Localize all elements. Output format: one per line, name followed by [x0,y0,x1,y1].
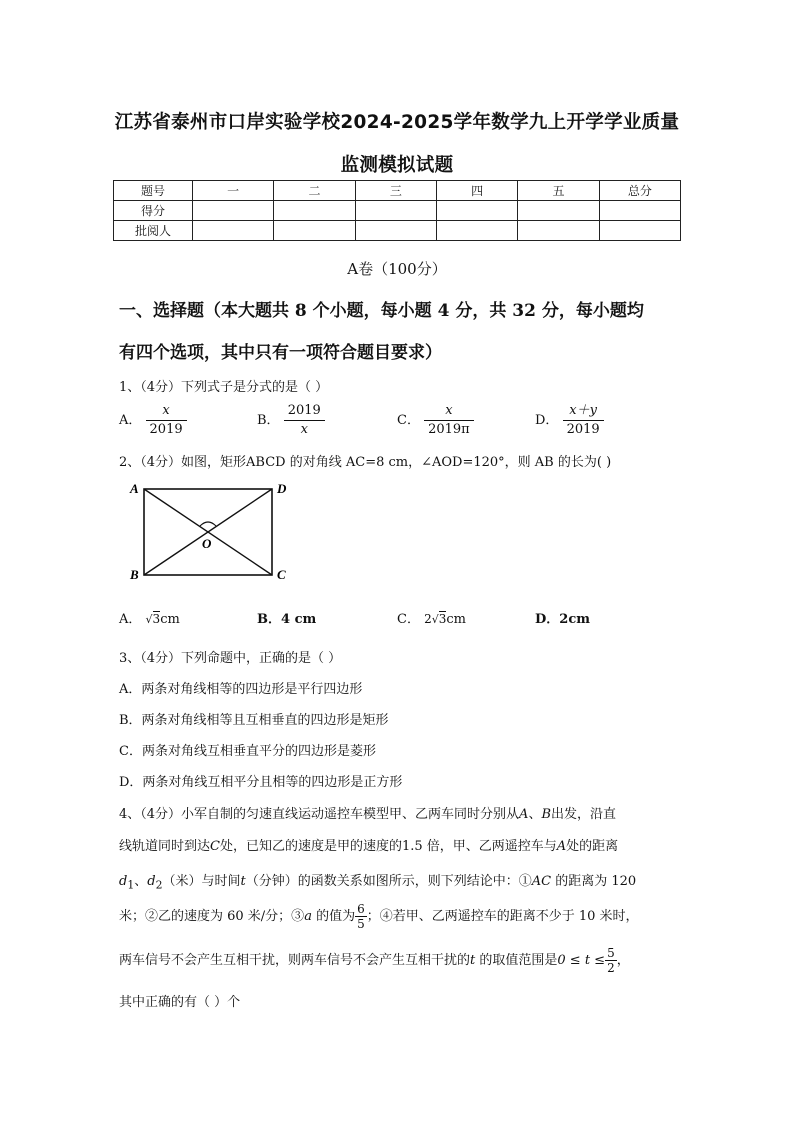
option-label: D． [535,612,560,627]
text-run: 米；②乙的速度为 60 米/分；③ [119,909,305,924]
q1-option-c [397,402,474,439]
fraction [563,402,604,439]
fraction [284,402,325,439]
score-cell [274,221,355,241]
q2-option-b [257,608,316,627]
fraction-denominator: 2019 [149,422,183,437]
math-var: B [541,807,552,822]
math-var: AC [531,874,552,889]
math-var: d [147,874,156,889]
math-var: d [119,874,128,889]
score-table-row [114,221,681,241]
text-run: 、 [528,807,542,822]
q1-option-b [257,402,325,439]
text-run: 、 [134,874,148,889]
option-text: 2cm [559,612,590,627]
question-4-line4 [119,902,699,931]
section1-heading-line1: 一、选择题（本大题共 8 个小题，每小题 4 分，共 32 分，每小题均 [119,301,644,321]
question-4-line6: 其中正确的有（ ）个 [119,995,241,1010]
q3-option-b: B．两条对角线相等且互相垂直的四边形是矩形 [119,713,389,728]
vertex-label-a: A [130,481,139,496]
math-var: t [470,953,476,968]
q1-option-d [535,402,604,439]
text-run: 出发，沿直 [551,807,617,822]
score-header-cell: 五 [518,181,599,201]
question-3-stem: 3、（4分）下列命题中，正确的是（ ） [119,651,342,666]
fraction-numerator: x [146,402,187,421]
fraction-numerator: 6 [357,902,365,916]
fraction-numerator: x [424,402,474,421]
score-row-label: 批阅人 [114,221,193,241]
score-table-header-row [114,181,681,201]
score-cell [518,221,599,241]
option-label: B． [257,612,281,627]
text-run: ， [616,953,630,968]
text-run: 两车信号不会产生互相干扰，则两车信号不会产生互相干扰的 [119,953,471,968]
fraction-numerator: 5 [607,946,615,960]
fraction-denominator: 2019 [566,422,600,437]
q3-option-d: D．两条对角线互相平分且相等的四边形是正方形 [119,775,403,790]
text-run: 处，已知乙的速度是甲的速度的1.5 倍，甲、乙两遥控车与 [219,839,557,854]
vertex-label-d: D [277,481,287,496]
q1-option-a [119,402,187,439]
radicand: 3 [152,612,161,626]
text-run: 4、（4分）小军自制的匀速直线运动遥控车模型甲、乙两车同时分别从 [119,807,520,822]
radicand: 3 [438,612,447,626]
section1-heading-line2: 有四个选项，其中只有一项符合题目要求） [119,343,442,363]
score-header-cell: 四 [436,181,517,201]
math-var: A [519,807,529,822]
option-label: A． [119,612,142,627]
score-header-cell: 一 [193,181,274,201]
question-1-stem: 1、（4分）下列式子是分式的是（ ） [119,380,329,395]
score-table [113,180,681,241]
text-run: ；④若甲、乙两遥控车的距离不少于 10 米时， [366,909,639,924]
fraction [424,402,474,439]
exam-title-line1: 江苏省泰州市口岸实验学校2024-2025学年数学九上开学学业质量 [114,112,680,133]
exam-title-line2: 监测模拟试题 [340,155,454,176]
fraction [355,902,367,931]
fraction-numerator: x＋y [563,402,604,421]
rectangle-diagram [124,478,294,586]
text-run: 线轨道同时到达 [119,839,211,854]
center-label-o: O [202,536,212,551]
score-cell [355,221,436,241]
q3-option-c: C．两条对角线互相垂直平分的四边形是菱形 [119,744,376,759]
text-run: 的距离为 120 [551,874,637,889]
fraction [146,402,187,439]
option-label: D． [535,413,559,428]
text-run: 处的距离 [566,839,619,854]
q3-option-a: A．两条对角线相等的四边形是平行四边形 [119,682,363,697]
text-run: 的值为 [311,909,356,924]
fraction-numerator: 2019 [284,402,325,421]
fraction-denominator: 5 [357,917,365,931]
score-cell [599,221,680,241]
score-row-label: 得分 [114,201,193,221]
option-label: B． [257,413,280,428]
angle-aod-arc [200,522,216,526]
math-subscript: 2 [155,878,163,892]
score-cell [436,221,517,241]
option-label: C． [397,413,420,428]
section-a-heading: A卷（100分） [347,260,447,278]
option-text: 4 cm [281,612,317,627]
q2-option-a: A． √3cm [119,612,180,627]
fraction-denominator: x [300,422,308,437]
vertex-label-b: B [130,567,139,582]
math-var: C [210,839,220,854]
text-run: （分钟）的函数关系如图所示，则下列结论中：① [245,874,532,889]
math-subscript: 1 [127,878,135,892]
coefficient: 2 [424,612,432,626]
score-cell [193,201,274,221]
math-var: t [240,874,246,889]
unit: cm [446,612,466,627]
score-header-cell: 三 [355,181,436,201]
question-4-line3 [119,870,699,892]
score-cell [436,201,517,221]
option-label: C． [397,612,420,627]
score-header-cell: 题号 [114,181,193,201]
question-2-stem: 2、（4分）如图，矩形ABCD 的对角线 AC=8 cm，∠AOD=120°，则 AB 的长为( ) [119,455,612,470]
score-cell [193,221,274,241]
math-var: A [556,839,567,854]
vertex-label-c: C [277,567,286,582]
text-run: 的取值范围是 [475,953,558,968]
score-table-row [114,201,681,221]
q2-option-c: C． 2√3cm [397,612,466,627]
option-label: A． [119,413,142,428]
fraction [605,946,617,975]
unit: cm [160,612,180,627]
fraction-denominator: 2019π [428,422,470,437]
question-4-line2 [119,835,699,854]
math-inequality: 0 ≤ t ≤ [557,953,606,968]
score-cell [274,201,355,221]
score-cell [355,201,436,221]
q2-option-d [535,608,590,627]
score-header-cell: 二 [274,181,355,201]
question-4-line5 [119,946,699,975]
math-var: a [304,909,312,924]
fraction-denominator: 2 [607,961,615,975]
question-4-line1 [119,803,699,822]
text-run: （米）与时间 [162,874,241,889]
score-header-cell: 总分 [599,181,680,201]
score-cell [599,201,680,221]
score-cell [518,201,599,221]
